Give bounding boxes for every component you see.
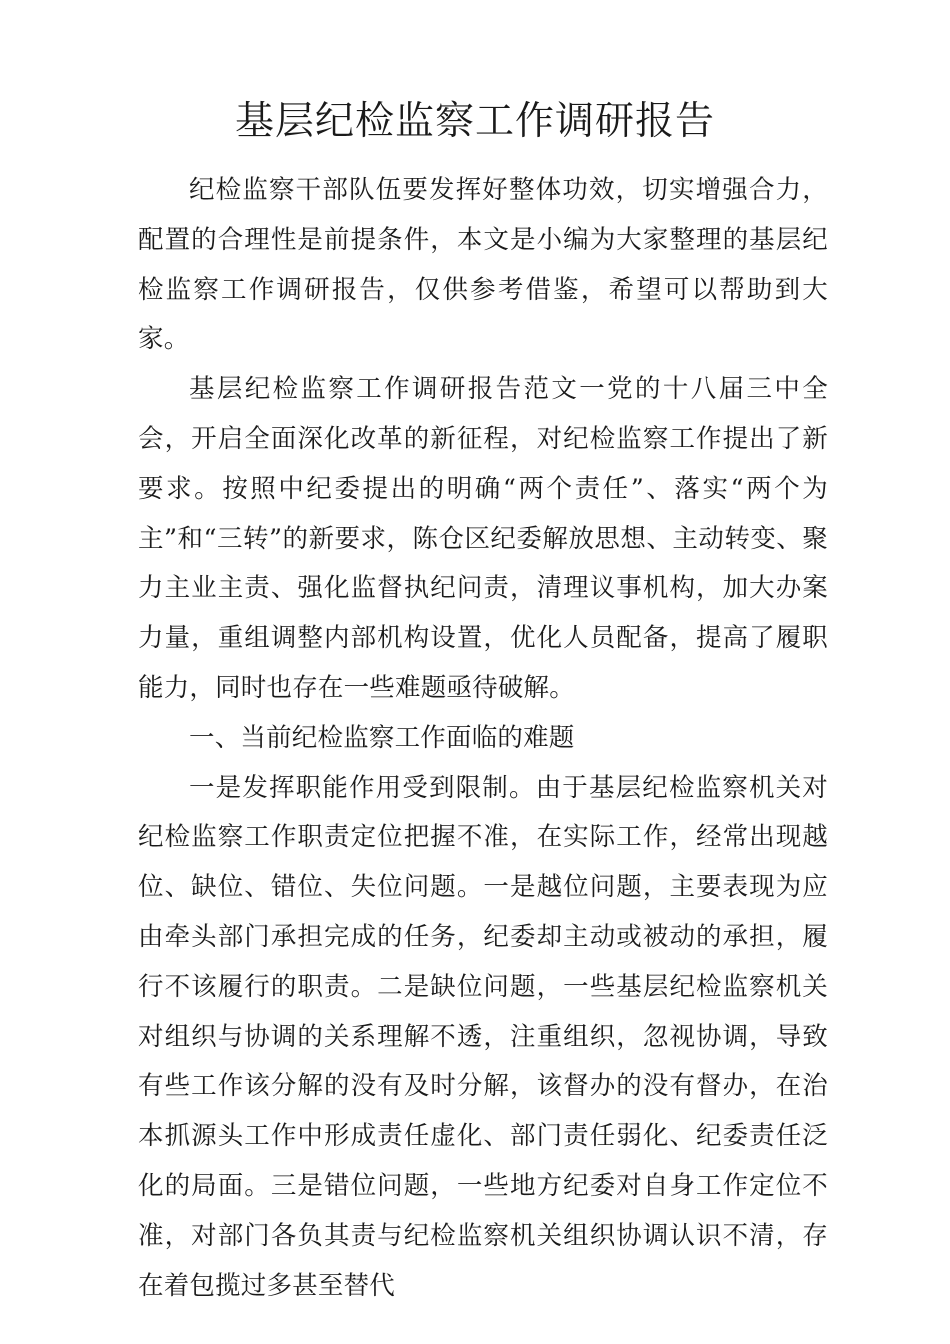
paragraph-difficulty-one: 一是发挥职能作用受到限制。由于基层纪检监察机关对纪检监察工作职责定位把握不准，在实际工作，经常出现越位、缺位、错位、失位问题。一是越位问题，主要表现为应由牵头部门承担完成的任务，纪委却主动或被动的承担，履行不该履行的职责。二是缺位问题，一些基层纪检监察机关对组织与协调的关系理解不透，注重组织，忽视协调，导致有些工作该分解的没有及时分解，该督办的没有督办，在治本抓源头工作中形成责任虚化、部门责任弱化、纪委责任泛化的局面。三是错位问题，一些地方纪委对自身工作定位不准，对部门各负其责与纪检监察机关组织协调认识不清，存在着包揽过多甚至替代 bbox=[138, 772, 828, 1301]
section-heading-difficulties: 一、当前纪检监察工作面临的难题 bbox=[189, 722, 575, 753]
document-body bbox=[138, 166, 828, 1311]
document-title: 基层纪检监察工作调研报告 bbox=[234, 99, 715, 144]
paragraph-intro: 纪检监察干部队伍要发挥好整体功效，切实增强合力，配置的合理性是前提条件，本文是小编为大家整理的基层纪检监察工作调研报告，仅供参考借鉴，希望可以帮助到大家。 bbox=[138, 175, 828, 355]
paragraph-background: 基层纪检监察工作调研报告范文一党的十八届三中全会，开启全面深化改革的新征程，对纪检监察工作提出了新要求。按照中纪委提出的明确“两个责任”、落实“两个为主”和“三转”的新要求，陈仓区纪委解放思想、主动转变、聚力主业主责、强化监督执纪问责，清理议事机构，加大办案力量，重组调整内部机构设置，优化人员配备，提高了履职能力，同时也存在一些难题亟待破解。 bbox=[138, 374, 828, 703]
